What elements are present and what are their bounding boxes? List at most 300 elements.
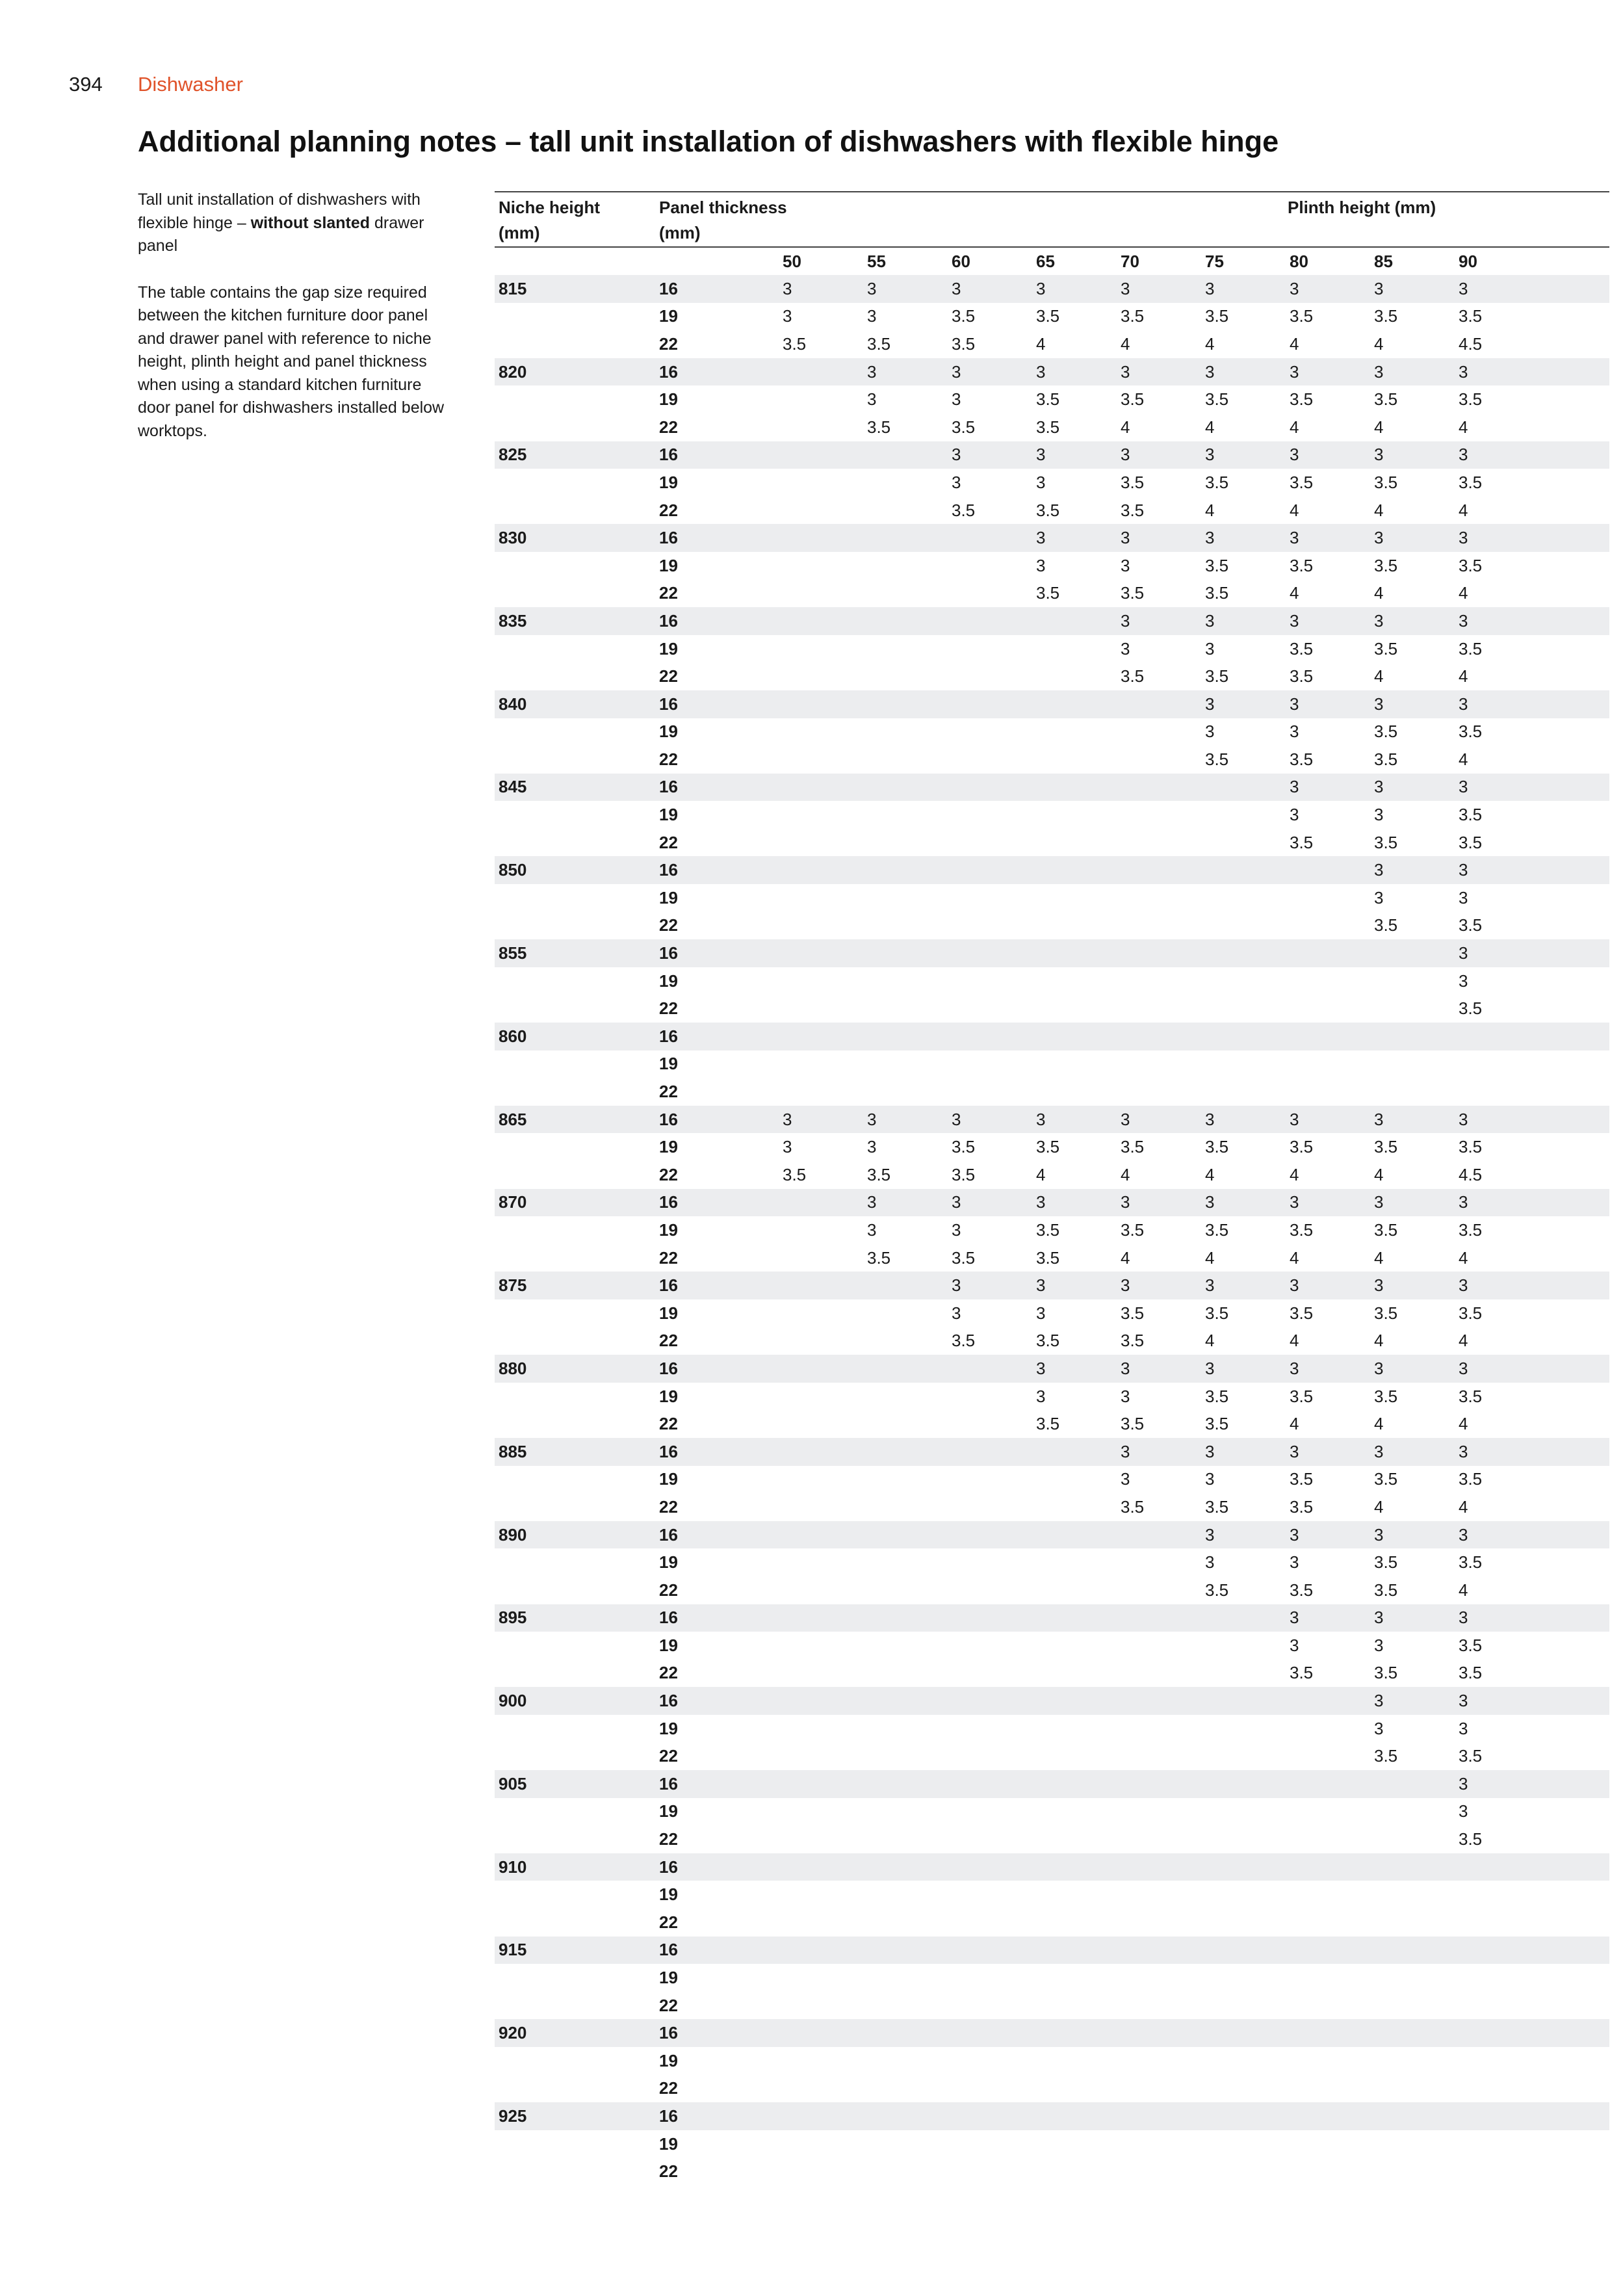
gap-value-cell: 4 — [1374, 1331, 1384, 1351]
gap-value-cell: 3.5 — [1459, 1829, 1483, 1849]
panel-thickness-cell: 16 — [659, 777, 678, 797]
gap-value-cell: 3 — [952, 1192, 961, 1212]
gap-value-cell: 3.5 — [1290, 472, 1314, 492]
gap-value-cell: 3.5 — [1036, 583, 1060, 603]
gap-value-cell: 3 — [1205, 694, 1215, 714]
gap-value-cell: 3.5 — [1374, 722, 1398, 742]
panel-thickness-cell: 22 — [659, 500, 678, 520]
gap-value-cell: 3.5 — [1121, 583, 1145, 603]
panel-thickness-cell: 16 — [659, 610, 678, 631]
gap-value-cell: 3.5 — [1205, 472, 1229, 492]
gap-value-cell: 3 — [1290, 445, 1299, 465]
table-row — [495, 967, 1609, 995]
gap-value-cell: 3 — [1459, 1192, 1468, 1212]
table-row — [495, 1576, 1609, 1604]
gap-value-cell: 3 — [1036, 472, 1046, 492]
gap-value-cell: 3 — [952, 1109, 961, 1129]
gap-value-cell: 3 — [1374, 1524, 1384, 1545]
gap-value-cell: 3 — [1290, 1441, 1299, 1461]
panel-thickness-cell: 19 — [659, 472, 678, 492]
panel-thickness-cell: 19 — [659, 1968, 678, 1988]
panel-thickness-cell: 16 — [659, 1109, 678, 1129]
gap-value-cell: 4 — [1459, 666, 1468, 686]
table-row — [495, 303, 1609, 331]
gap-value-cell: 4 — [1459, 500, 1468, 520]
gap-value-cell: 4 — [1205, 1331, 1215, 1351]
panel-thickness-cell: 16 — [659, 1857, 678, 1877]
gap-value-cell: 3.5 — [1290, 1220, 1314, 1240]
gap-value-cell: 3 — [1374, 1608, 1384, 1628]
table-row — [495, 1216, 1609, 1244]
gap-value-cell: 3 — [1121, 445, 1130, 465]
niche-height-cell: 925 — [499, 2106, 527, 2126]
gap-value-cell: 3.5 — [1290, 389, 1314, 410]
gap-value-cell: 4 — [1205, 333, 1215, 354]
panel-thickness-cell: 22 — [659, 1663, 678, 1683]
table-row — [495, 774, 1609, 802]
table-header — [495, 192, 1609, 248]
panel-thickness-cell: 22 — [659, 1912, 678, 1932]
niche-height-cell: 825 — [499, 445, 527, 465]
gap-value-cell: 3.5 — [783, 333, 807, 354]
gap-value-cell: 3.5 — [1374, 1137, 1398, 1157]
section-title: Dishwasher — [138, 73, 243, 96]
gap-value-cell: 3.5 — [1459, 832, 1483, 852]
table-row — [495, 413, 1609, 441]
gap-value-cell: 3 — [1374, 610, 1384, 631]
gap-value-cell: 3.5 — [952, 306, 976, 326]
gap-value-cell: 3.5 — [867, 1247, 891, 1268]
gap-value-cell: 3 — [1205, 1192, 1215, 1212]
gap-value-cell: 3 — [952, 389, 961, 410]
gap-value-cell: 3 — [1036, 445, 1046, 465]
gap-value-cell: 3.5 — [1121, 1303, 1145, 1323]
gap-value-cell: 3 — [1459, 1801, 1468, 1821]
gap-value-cell: 3 — [1036, 1358, 1046, 1378]
gap-value-cell: 4 — [1205, 1247, 1215, 1268]
panel-thickness-cell: 19 — [659, 1303, 678, 1323]
gap-value-cell: 3.5 — [1121, 1220, 1145, 1240]
gap-value-cell: 3 — [1290, 361, 1299, 382]
intro-p1-text: Tall unit installation of dishwashers with flexible hinge – — [138, 190, 421, 232]
page-number: 394 — [69, 73, 103, 96]
gap-value-cell: 4 — [1121, 333, 1130, 354]
gap-value-cell: 3 — [1374, 1109, 1384, 1129]
gap-value-cell: 4 — [1205, 1164, 1215, 1184]
gap-value-cell: 3.5 — [1459, 1746, 1483, 1766]
gap-value-cell: 4 — [1121, 1164, 1130, 1184]
gap-value-cell: 3 — [783, 306, 792, 326]
gap-value-cell: 3 — [1036, 1303, 1046, 1323]
table-row — [495, 1964, 1609, 1992]
gap-value-cell: 3 — [867, 1220, 877, 1240]
table-row — [495, 1632, 1609, 1660]
gap-value-cell: 3.5 — [1374, 555, 1398, 575]
gap-value-cell: 3.5 — [1374, 472, 1398, 492]
gap-value-cell: 3.5 — [1374, 389, 1398, 410]
gap-value-cell: 3 — [1205, 1275, 1215, 1296]
gap-value-cell: 3.5 — [1459, 389, 1483, 410]
gap-value-cell: 4 — [1374, 333, 1384, 354]
gap-value-cell: 3.5 — [1205, 555, 1229, 575]
gap-value-cell: 4 — [1374, 500, 1384, 520]
gap-value-cell: 4 — [1290, 417, 1299, 437]
panel-thickness-cell: 22 — [659, 1496, 678, 1517]
gap-value-cell: 3.5 — [1290, 1386, 1314, 1406]
gap-value-cell: 3 — [1459, 1608, 1468, 1628]
gap-value-cell: 3 — [1036, 361, 1046, 382]
gap-value-cell: 3 — [1459, 694, 1468, 714]
panel-thickness-cell: 16 — [659, 1524, 678, 1545]
panel-thickness-cell: 22 — [659, 998, 678, 1019]
plinth-height-header: 65 — [1036, 251, 1055, 271]
gap-value-cell: 3 — [1205, 528, 1215, 548]
gap-value-cell: 3 — [1121, 1469, 1130, 1489]
gap-value-cell: 3 — [1205, 1469, 1215, 1489]
gap-value-cell: 3 — [1374, 1718, 1384, 1738]
gap-value-cell: 3.5 — [952, 1247, 976, 1268]
gap-value-cell: 3 — [867, 361, 877, 382]
gap-value-cell: 3 — [867, 1109, 877, 1129]
gap-value-cell: 3.5 — [1459, 915, 1483, 935]
table-row — [495, 801, 1609, 829]
table-row — [495, 1189, 1609, 1217]
gap-value-cell: 4 — [1459, 417, 1468, 437]
gap-value-cell: 3 — [952, 278, 961, 298]
gap-value-cell: 3 — [1290, 1608, 1299, 1628]
gap-value-cell: 3.5 — [1290, 1580, 1314, 1600]
gap-value-cell: 4 — [1290, 500, 1299, 520]
panel-thickness-cell: 22 — [659, 666, 678, 686]
table-row — [495, 1133, 1609, 1161]
gap-value-cell: 3.5 — [1205, 1386, 1229, 1406]
gap-value-cell: 3 — [1459, 1109, 1468, 1129]
gap-value-cell: 3.5 — [1459, 1663, 1483, 1683]
panel-thickness-cell: 19 — [659, 2050, 678, 2070]
panel-thickness-cell: 22 — [659, 1331, 678, 1351]
intro-text — [138, 189, 456, 466]
intro-paragraph-1 — [138, 189, 456, 258]
table-row — [495, 1299, 1609, 1327]
plinth-height-header: 55 — [867, 251, 886, 271]
gap-value-cell: 4.5 — [1459, 333, 1483, 354]
niche-height-cell: 880 — [499, 1358, 527, 1378]
gap-value-cell: 4 — [1374, 1414, 1384, 1434]
gap-value-cell: 3.5 — [1036, 1331, 1060, 1351]
table-row — [495, 1023, 1609, 1050]
niche-height-cell: 920 — [499, 2023, 527, 2043]
gap-value-cell: 3 — [952, 1220, 961, 1240]
gap-value-cell: 3.5 — [1374, 749, 1398, 769]
panel-thickness-cell: 19 — [659, 1635, 678, 1655]
niche-height-cell: 815 — [499, 278, 527, 298]
gap-value-cell: 3 — [1290, 722, 1299, 742]
plinth-height-header: 50 — [783, 251, 801, 271]
table-row — [495, 1937, 1609, 1964]
gap-value-cell: 3 — [1459, 887, 1468, 907]
table-row — [495, 2047, 1609, 2075]
table-row — [495, 856, 1609, 884]
gap-value-cell: 3 — [867, 1137, 877, 1157]
niche-height-cell: 820 — [499, 361, 527, 382]
table-row — [495, 1909, 1609, 1937]
gap-value-cell: 3 — [1459, 1358, 1468, 1378]
gap-value-cell: 3.5 — [1205, 583, 1229, 603]
gap-value-cell: 3.5 — [1121, 1331, 1145, 1351]
gap-value-cell: 3 — [1290, 805, 1299, 825]
gap-value-cell: 3.5 — [1374, 915, 1398, 935]
table-row — [495, 275, 1609, 303]
table-row — [495, 1050, 1609, 1078]
panel-thickness-cell: 19 — [659, 1054, 678, 1074]
gap-value-cell: 3.5 — [1459, 555, 1483, 575]
table-row — [495, 1853, 1609, 1881]
table-row — [495, 358, 1609, 386]
gap-value-cell: 3 — [1459, 445, 1468, 465]
table-row — [495, 1438, 1609, 1466]
gap-value-cell: 3 — [1459, 1275, 1468, 1296]
gap-value-cell: 3.5 — [952, 1164, 976, 1184]
header-niche-height: Niche height (mm) — [499, 198, 601, 242]
table-row — [495, 829, 1609, 857]
gap-value-cell: 3.5 — [952, 333, 976, 354]
panel-thickness-cell: 22 — [659, 1082, 678, 1102]
gap-value-cell: 3 — [1290, 1635, 1299, 1655]
panel-thickness-cell: 19 — [659, 389, 678, 410]
gap-value-cell: 3 — [1205, 445, 1215, 465]
gap-value-cell: 3 — [1374, 694, 1384, 714]
panel-thickness-cell: 22 — [659, 1414, 678, 1434]
gap-value-cell: 3.5 — [1459, 472, 1483, 492]
gap-value-cell: 3 — [1290, 528, 1299, 548]
gap-value-cell: 3.5 — [1290, 666, 1314, 686]
gap-value-cell: 3.5 — [1036, 1220, 1060, 1240]
panel-thickness-cell: 19 — [659, 805, 678, 825]
gap-value-cell: 4 — [1205, 500, 1215, 520]
gap-value-cell: 4 — [1121, 1247, 1130, 1268]
gap-value-cell: 3 — [1205, 638, 1215, 659]
gap-value-cell: 3.5 — [1374, 1469, 1398, 1489]
table-row — [495, 746, 1609, 774]
gap-value-cell: 3 — [1205, 1358, 1215, 1378]
panel-thickness-cell: 16 — [659, 694, 678, 714]
panel-thickness-cell: 22 — [659, 1580, 678, 1600]
gap-value-cell: 3.5 — [1290, 1663, 1314, 1683]
gap-value-cell: 3 — [1374, 887, 1384, 907]
gap-value-cell: 4 — [1459, 1331, 1468, 1351]
gap-value-cell: 3 — [783, 1109, 792, 1129]
gap-value-cell: 3 — [1374, 528, 1384, 548]
gap-value-cell: 3 — [952, 1303, 961, 1323]
panel-thickness-cell: 22 — [659, 832, 678, 852]
panel-thickness-cell: 19 — [659, 1885, 678, 1905]
gap-value-cell: 3.5 — [1459, 805, 1483, 825]
panel-thickness-cell: 16 — [659, 1441, 678, 1461]
panel-thickness-cell: 19 — [659, 887, 678, 907]
gap-value-cell: 3 — [1459, 610, 1468, 631]
niche-height-cell: 830 — [499, 528, 527, 548]
gap-value-cell: 3 — [1459, 278, 1468, 298]
gap-value-cell: 4 — [1459, 749, 1468, 769]
niche-height-cell: 885 — [499, 1441, 527, 1461]
gap-value-cell: 3.5 — [1290, 832, 1314, 852]
gap-value-cell: 3.5 — [1205, 1303, 1229, 1323]
gap-value-cell: 3 — [1459, 1441, 1468, 1461]
gap-value-cell: 3 — [867, 278, 877, 298]
gap-value-cell: 3.5 — [1459, 998, 1483, 1019]
gap-value-cell: 3.5 — [1036, 306, 1060, 326]
gap-value-cell: 3 — [1374, 1192, 1384, 1212]
gap-value-cell: 3 — [1036, 278, 1046, 298]
table-row — [495, 1327, 1609, 1355]
gap-value-cell: 3 — [1290, 777, 1299, 797]
gap-value-cell: 4 — [1459, 1247, 1468, 1268]
gap-value-cell: 3.5 — [1205, 306, 1229, 326]
panel-thickness-cell: 22 — [659, 333, 678, 354]
table-row — [495, 2102, 1609, 2130]
gap-value-cell: 4 — [1121, 417, 1130, 437]
panel-thickness-cell: 16 — [659, 1275, 678, 1296]
table-row — [495, 912, 1609, 940]
gap-value-cell: 3 — [1374, 278, 1384, 298]
gap-value-cell: 3 — [1121, 528, 1130, 548]
gap-value-cell: 4.5 — [1459, 1164, 1483, 1184]
gap-value-cell: 4 — [1374, 583, 1384, 603]
panel-thickness-cell: 22 — [659, 417, 678, 437]
gap-value-cell: 3.5 — [1036, 417, 1060, 437]
gap-value-cell: 3 — [1459, 1524, 1468, 1545]
gap-value-cell: 3.5 — [1459, 1386, 1483, 1406]
plinth-height-header: 75 — [1205, 251, 1224, 271]
gap-value-cell: 3 — [1374, 1358, 1384, 1378]
gap-value-cell: 3.5 — [1205, 1496, 1229, 1517]
niche-height-cell: 835 — [499, 610, 527, 631]
gap-value-cell: 3 — [1374, 1635, 1384, 1655]
header-panel-thickness: Panel thickness (mm) — [659, 198, 787, 242]
gap-value-cell: 3.5 — [1290, 1137, 1314, 1157]
niche-height-cell: 865 — [499, 1109, 527, 1129]
table-row — [495, 718, 1609, 746]
table-row — [495, 607, 1609, 635]
gap-value-cell: 3 — [1290, 694, 1299, 714]
gap-value-cell: 3.5 — [1036, 500, 1060, 520]
gap-value-cell: 3 — [1290, 1358, 1299, 1378]
gap-value-cell: 3 — [1374, 361, 1384, 382]
gap-value-cell: 3.5 — [952, 1137, 976, 1157]
gap-value-cell: 4 — [1374, 1496, 1384, 1517]
table-row — [495, 2075, 1609, 2103]
gap-value-cell: 3 — [1374, 860, 1384, 880]
niche-height-cell: 850 — [499, 860, 527, 880]
gap-value-cell: 3 — [1121, 1109, 1130, 1129]
gap-value-cell: 3 — [1121, 278, 1130, 298]
gap-value-cell: 3 — [1036, 528, 1046, 548]
gap-value-cell: 3.5 — [1290, 749, 1314, 769]
panel-thickness-cell: 19 — [659, 555, 678, 575]
panel-thickness-cell: 22 — [659, 749, 678, 769]
panel-thickness-cell: 16 — [659, 361, 678, 382]
table-row — [495, 662, 1609, 690]
panel-thickness-cell: 19 — [659, 1220, 678, 1240]
gap-value-cell: 3.5 — [1459, 1469, 1483, 1489]
gap-value-cell: 3.5 — [1374, 1552, 1398, 1572]
gap-value-cell: 4 — [1290, 1331, 1299, 1351]
gap-value-cell: 3 — [1290, 1275, 1299, 1296]
gap-value-cell: 3.5 — [1290, 638, 1314, 659]
panel-thickness-cell: 19 — [659, 1386, 678, 1406]
panel-thickness-cell: 22 — [659, 583, 678, 603]
gap-value-cell: 3 — [1374, 1275, 1384, 1296]
panel-thickness-cell: 16 — [659, 2023, 678, 2043]
gap-value-cell: 3 — [952, 445, 961, 465]
panel-thickness-cell: 19 — [659, 1718, 678, 1738]
gap-value-cell: 4 — [1374, 417, 1384, 437]
gap-value-cell: 3.5 — [1121, 1414, 1145, 1434]
gap-value-cell: 3.5 — [1121, 1496, 1145, 1517]
gap-value-cell: 3.5 — [1205, 389, 1229, 410]
table-row — [495, 1078, 1609, 1106]
table-row — [495, 1992, 1609, 2020]
gap-value-cell: 3.5 — [1121, 1137, 1145, 1157]
gap-value-cell: 3 — [1459, 777, 1468, 797]
plinth-height-columns — [495, 248, 1609, 275]
gap-value-cell: 3 — [1290, 1109, 1299, 1129]
table-row — [495, 1687, 1609, 1715]
gap-value-cell: 3 — [1121, 1386, 1130, 1406]
panel-thickness-cell: 22 — [659, 2078, 678, 2098]
table-row — [495, 524, 1609, 552]
gap-value-cell: 3 — [1121, 638, 1130, 659]
table-row — [495, 1742, 1609, 1770]
gap-value-cell: 3 — [867, 1192, 877, 1212]
panel-thickness-cell: 16 — [659, 1940, 678, 1960]
gap-value-cell: 3 — [1205, 610, 1215, 631]
table-row — [495, 441, 1609, 469]
gap-value-cell: 3 — [952, 472, 961, 492]
table-row — [495, 1715, 1609, 1743]
panel-thickness-cell: 19 — [659, 2133, 678, 2154]
header-plinth-height: Plinth height (mm) — [1288, 198, 1436, 217]
gap-value-cell: 3.5 — [1121, 389, 1145, 410]
panel-thickness-cell: 19 — [659, 306, 678, 326]
gap-value-cell: 3 — [1205, 1524, 1215, 1545]
gap-value-cell: 3.5 — [1205, 749, 1229, 769]
table-row — [495, 1521, 1609, 1549]
table-row — [495, 2019, 1609, 2047]
intro-p1-end: drawer panel — [138, 213, 424, 255]
table-row — [495, 1798, 1609, 1826]
gap-value-cell: 3 — [952, 361, 961, 382]
panel-thickness-cell: 16 — [659, 1608, 678, 1628]
gap-value-cell: 3.5 — [1036, 1137, 1060, 1157]
gap-value-cell: 3 — [1459, 971, 1468, 991]
table-row — [495, 552, 1609, 580]
gap-value-cell: 3 — [1121, 555, 1130, 575]
gap-value-cell: 3.5 — [1459, 1303, 1483, 1323]
table-row — [495, 690, 1609, 718]
table-row — [495, 2158, 1609, 2185]
panel-thickness-cell: 16 — [659, 2106, 678, 2126]
gap-value-cell: 3 — [1290, 1192, 1299, 1212]
gap-value-cell: 3.5 — [1374, 1580, 1398, 1600]
gap-value-cell: 3 — [1459, 860, 1468, 880]
gap-value-cell: 3 — [1459, 1773, 1468, 1794]
panel-thickness-cell: 19 — [659, 1137, 678, 1157]
intro-paragraph-2: The table contains the gap size required between the kitchen furniture door panel and drawer panel with reference to niche height, plinth height and panel thickness when using a standard kitchen furniture door panel for dishwashers installed below worktops. — [138, 283, 445, 440]
plinth-height-header: 60 — [952, 251, 970, 271]
gap-value-cell: 3.5 — [1205, 666, 1229, 686]
gap-value-cell: 3 — [783, 1137, 792, 1157]
